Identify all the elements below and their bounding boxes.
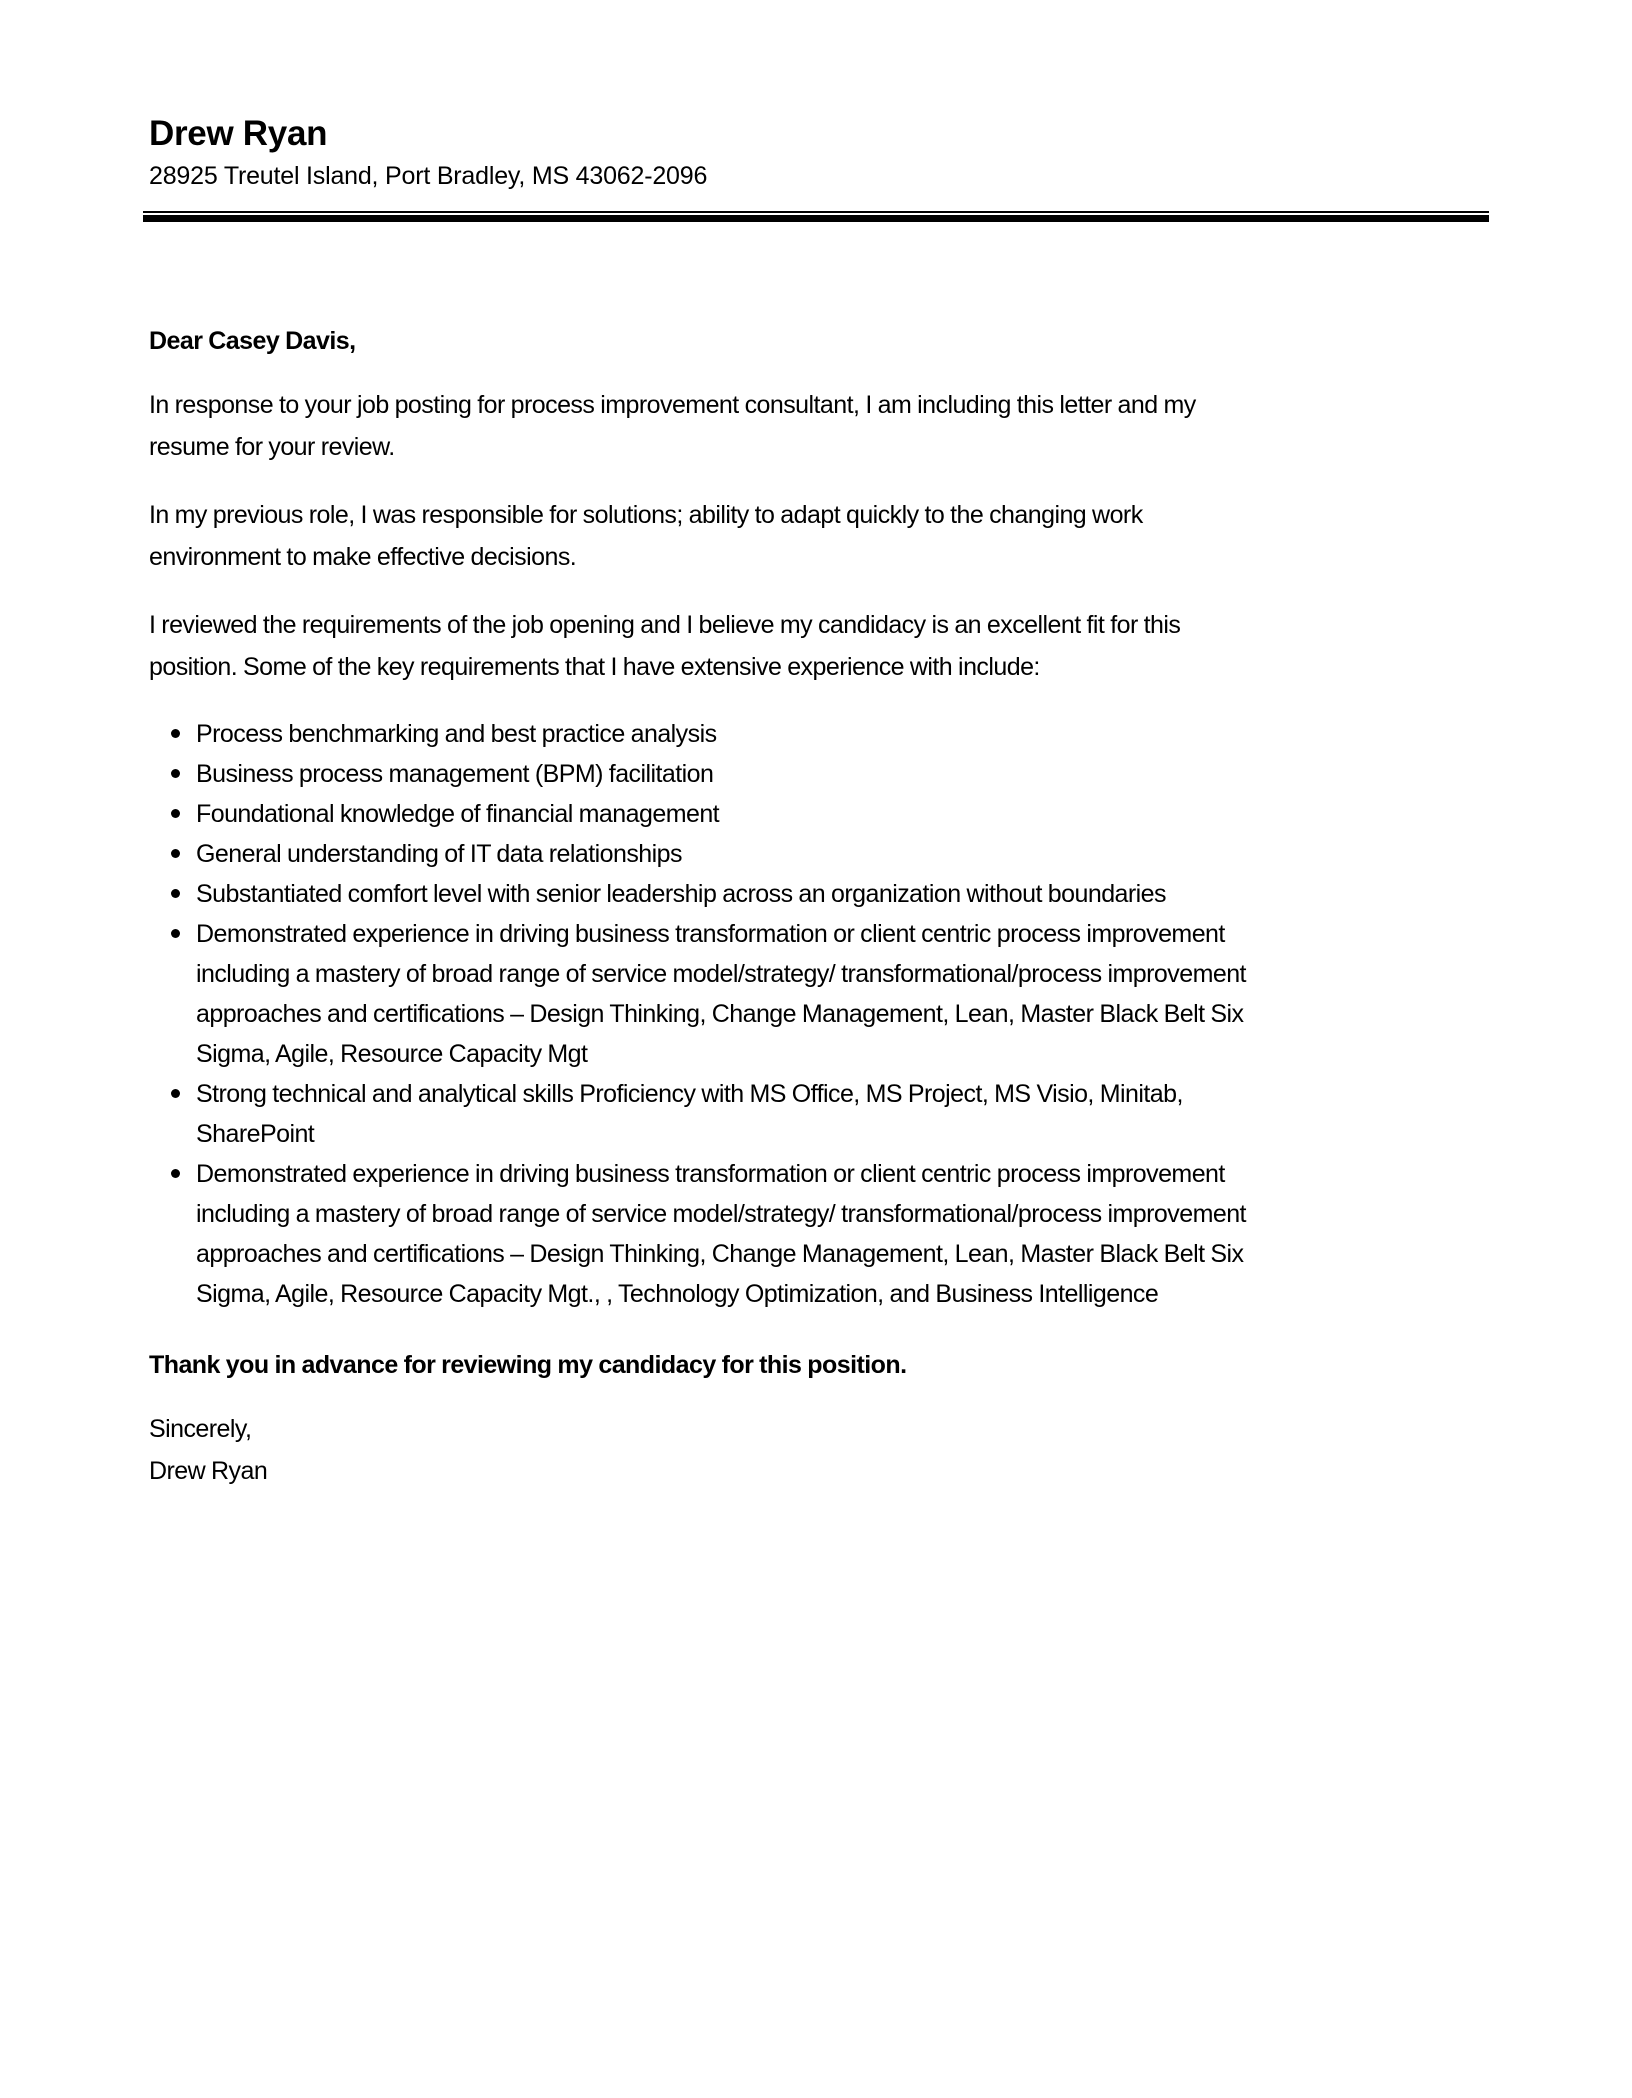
bullet-icon (171, 1169, 180, 1178)
sender-name: Drew Ryan (149, 114, 328, 153)
closing-statement: Thank you in advance for reviewing my candidacy for this position. (149, 1351, 907, 1379)
list-item (149, 874, 1489, 914)
list-item (149, 1074, 1489, 1154)
divider-thin-line (143, 211, 1489, 213)
header-divider (143, 211, 1489, 223)
list-item (149, 754, 1489, 794)
list-item (149, 914, 1489, 1074)
list-item-text: Sigma, Agile, Resource Capacity Mgt (196, 1040, 588, 1068)
signoff: Sincerely, (149, 1415, 252, 1443)
paragraph-previous-role (149, 494, 1489, 578)
bullet-icon (171, 769, 180, 778)
list-item-text: including a mastery of broad range of service model/strategy/ transformational/process improvement (196, 960, 1246, 988)
letterhead (149, 110, 1489, 194)
requirements-list (149, 714, 1489, 1314)
bullet-icon (171, 809, 180, 818)
list-item-text: Business process management (BPM) facilitation (196, 760, 714, 788)
paragraph-requirements-intro (149, 604, 1489, 688)
paragraph-line: In response to your job posting for process improvement consultant, I am including this letter and my (149, 391, 1196, 419)
list-item (149, 714, 1489, 754)
list-item (149, 794, 1489, 834)
list-item-text: approaches and certifications – Design Thinking, Change Management, Lean, Master Black Belt Six (196, 1240, 1244, 1268)
list-item-text: approaches and certifications – Design Thinking, Change Management, Lean, Master Black Belt Six (196, 1000, 1244, 1028)
paragraph-line: position. Some of the key requirements that I have extensive experience with include: (149, 653, 1040, 681)
sender-address: 28925 Treutel Island, Port Bradley, MS 43062-2096 (149, 162, 708, 190)
list-item-text: Foundational knowledge of financial management (196, 800, 720, 828)
list-item-text: Strong technical and analytical skills Proficiency with MS Office, MS Project, MS Visio, Minitab, (196, 1080, 1183, 1108)
list-item-text: Demonstrated experience in driving business transformation or client centric process improvement (196, 1160, 1225, 1188)
bullet-icon (171, 929, 180, 938)
list-item-text: SharePoint (196, 1120, 315, 1148)
list-item-text: Substantiated comfort level with senior leadership across an organization without boundaries (196, 880, 1166, 908)
paragraph-intro (149, 384, 1489, 468)
signature: Drew Ryan (149, 1457, 268, 1485)
list-item (149, 1154, 1489, 1314)
paragraph-line: resume for your review. (149, 433, 395, 461)
paragraph-line: In my previous role, I was responsible for solutions; ability to adapt quickly to the changing work (149, 501, 1143, 529)
list-item-text: Demonstrated experience in driving business transformation or client centric process improvement (196, 920, 1225, 948)
bullet-icon (171, 1089, 180, 1098)
bullet-icon (171, 729, 180, 738)
salutation: Dear Casey Davis, (149, 327, 356, 355)
paragraph-line: environment to make effective decisions. (149, 543, 577, 571)
list-item-text: Process benchmarking and best practice analysis (196, 720, 717, 748)
divider-thick-line (143, 215, 1489, 222)
list-item-text: Sigma, Agile, Resource Capacity Mgt., , Technology Optimization, and Business Intelligence (196, 1280, 1159, 1308)
signoff-block (149, 1408, 1489, 1492)
list-item-text: including a mastery of broad range of service model/strategy/ transformational/process improvement (196, 1200, 1246, 1228)
list-item-text: General understanding of IT data relationships (196, 840, 682, 868)
letter-body (149, 320, 1489, 1492)
paragraph-line: I reviewed the requirements of the job opening and I believe my candidacy is an excellent fit for this (149, 611, 1181, 639)
bullet-icon (171, 849, 180, 858)
bullet-icon (171, 889, 180, 898)
list-item (149, 834, 1489, 874)
